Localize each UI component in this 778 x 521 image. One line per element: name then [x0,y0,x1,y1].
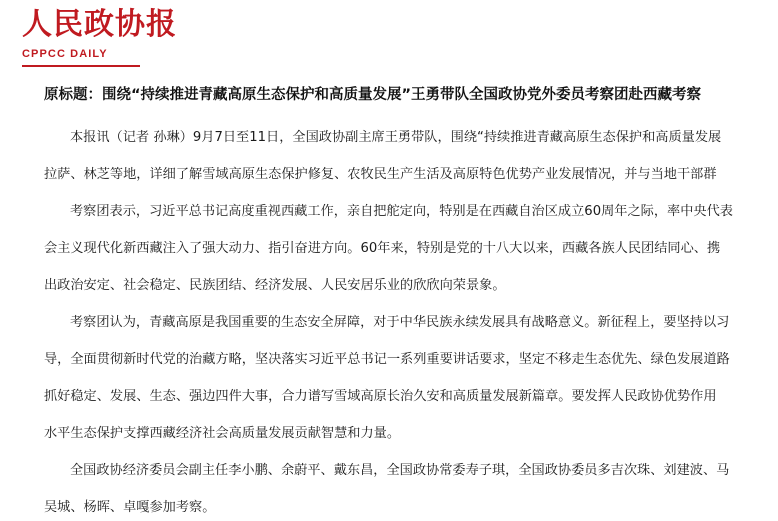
paragraph: 考察团认为，青藏高原是我国重要的生态安全屏障，对于中华民族永续发展具有战略意义。新征程上，要坚持以习 [70,315,730,330]
paragraph: 抓好稳定、发展、生态、强边四件大事，合力谱写雪域高原长治久安和高质量发展新篇章。要发挥人民政协优势作用 [44,389,717,404]
paragraph: 出政治安定、社会稳定、民族团结、经济发展、人民安居乐业的欣欣向荣景象。 [44,278,506,293]
paragraph: 拉萨、林芝等地，详细了解雪域高原生态保护修复、农牧民生产生活及高原特色优势产业发展情况，并与当地干部群 [44,167,717,182]
paragraph: 全国政协经济委员会副主任李小鹏、余蔚平、戴东昌，全国政协常委寿子琪，全国政协委员多吉次珠、刘建波、马 [70,463,730,478]
paragraph: 考察团表示，习近平总书记高度重视西藏工作，亲自把舵定向，特别是在西藏自治区成立60周年之际，率中央代表 [70,204,733,219]
paragraph: 导，全面贯彻新时代党的治藏方略，坚决落实习近平总书记一系列重要讲话要求，坚定不移走生态优先、绿色发展道路 [44,352,730,367]
masthead [22,8,262,60]
article-body [44,84,768,521]
paragraph: 水平生态保护支撑西藏经济社会高质量发展贡献智慧和力量。 [44,426,401,441]
article-paragraphs [44,124,768,521]
paragraph: 吴城、杨晖、卓嘎参加考察。 [44,500,216,515]
paragraph: 本报讯（记者 孙琳）9月7日至11日，全国政协副主席王勇带队，围绕“持续推进青藏高原生态保护和高质量发展 [70,130,722,145]
masthead-divider [22,65,140,67]
article-headline: 原标题：围绕“持续推进青藏高原生态保护和高质量发展”王勇带队全国政协党外委员考察团赴西藏考察 [44,87,702,103]
paragraph: 会主义现代化新西藏注入了强大动力、指引奋进方向。60年来，特别是党的十八大以来，西藏各族人民团结同心、携 [44,241,721,256]
masthead-title-en: CPPCC DAILY [22,48,108,60]
masthead-title-cn: 人民政协报 [22,7,177,42]
